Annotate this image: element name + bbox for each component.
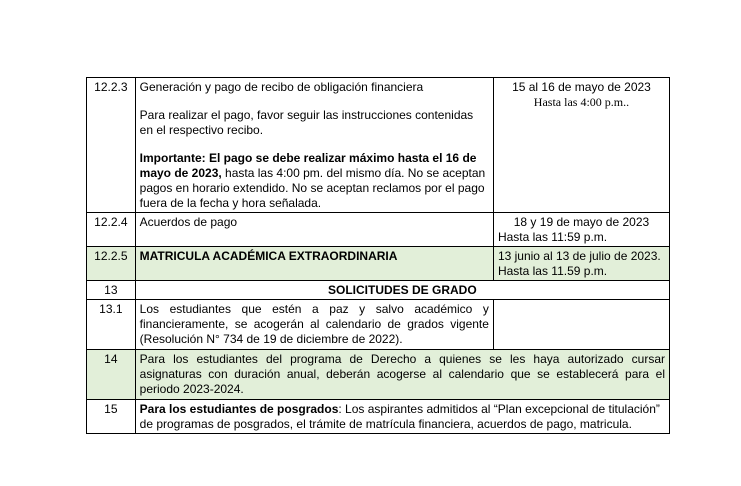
time-line: Hasta las 11.59 p.m. bbox=[497, 264, 608, 278]
important-note-bold: Importante: El pago se debe realizar máximo hasta el 16 de mayo de 2023, bbox=[139, 151, 477, 180]
row-paragraph: Para realizar el pago, favor seguir las instrucciones contenidas en el respectivo recibo. bbox=[139, 108, 474, 137]
row-number: 14 bbox=[87, 350, 136, 400]
table-row bbox=[87, 247, 670, 281]
row-date bbox=[493, 247, 669, 281]
section-title: SOLICITUDES DE GRADO bbox=[135, 281, 669, 300]
time-line: Hasta las 11:59 p.m. bbox=[497, 230, 608, 244]
row-description: Acuerdos de pago bbox=[135, 213, 493, 247]
table-row bbox=[87, 78, 670, 213]
table-row bbox=[87, 400, 670, 434]
row-number: 15 bbox=[87, 400, 136, 434]
row-description-rest: : Los aspirantes admitidos al “Plan excepcional de titulación” de programas de posgrados, el trámite de matrícula financiera, acuerdos de pago, matricula. bbox=[139, 402, 660, 431]
date-line: 13 junio al 13 de julio de 2023. bbox=[497, 249, 661, 263]
table-row bbox=[87, 350, 670, 400]
row-number: 13.1 bbox=[87, 300, 136, 350]
table-row bbox=[87, 213, 670, 247]
row-date bbox=[493, 213, 669, 247]
row-title: Generación y pago de recibo de obligación financiera bbox=[139, 80, 424, 94]
important-note bbox=[140, 151, 489, 211]
row-description: Para los estudiantes del programa de Derecho a quienes se les haya autorizado cursar asignaturas con duración anual, deberán acogerse al calendario que se establecerá para el periodo 2023-2024. bbox=[135, 350, 669, 400]
date-line: 15 al 16 de mayo de 2023 bbox=[512, 80, 651, 94]
row-description bbox=[135, 78, 493, 213]
row-description-bold: Para los estudiantes de posgrados bbox=[139, 402, 339, 416]
table-row bbox=[87, 281, 670, 300]
time-line: Hasta las 4:00 p.m.. bbox=[533, 95, 630, 109]
row-number: 13 bbox=[87, 281, 136, 300]
row-date bbox=[493, 78, 669, 213]
row-description: Los estudiantes que estén a paz y salvo académico y financieramente, se acogerán al calendario de grados vigente (Resolución N° 734 de 19 de diciembre de 2022). bbox=[135, 300, 493, 350]
row-date bbox=[493, 300, 669, 350]
row-number: 12.2.3 bbox=[87, 78, 136, 213]
table-row bbox=[87, 300, 670, 350]
row-number: 12.2.5 bbox=[87, 247, 136, 281]
row-description: MATRICULA ACADÉMICA EXTRAORDINARIA bbox=[135, 247, 493, 281]
calendar-table bbox=[86, 77, 670, 434]
row-description bbox=[135, 400, 669, 434]
row-number: 12.2.4 bbox=[87, 213, 136, 247]
important-note-rest: hasta las 4:00 pm. del mismo día. No se aceptan pagos en horario extendido. No se aceptan reclamos por el pago fuera de la fecha y hora señalada. bbox=[139, 166, 486, 210]
date-line: 18 y 19 de mayo de 2023 bbox=[513, 215, 650, 229]
